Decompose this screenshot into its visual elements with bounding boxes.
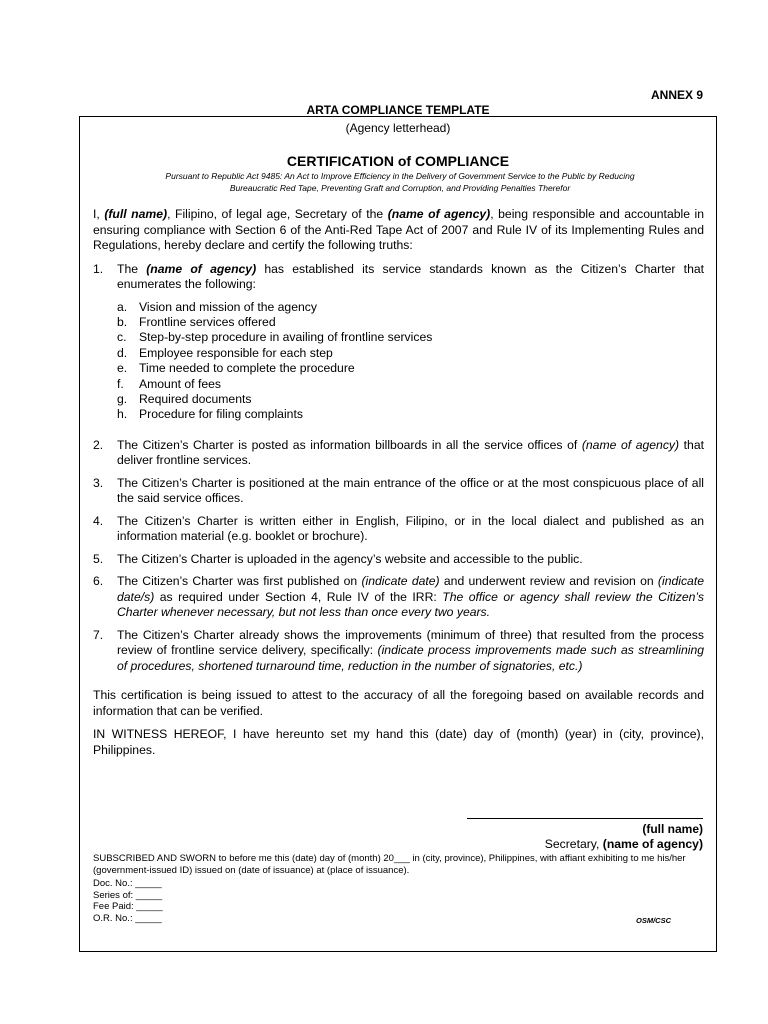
charter-contents-list	[117, 300, 704, 423]
or-no: O.R. No.: _____	[93, 913, 162, 925]
series-of: Series of: _____	[93, 889, 163, 901]
jurat-text: SUBSCRIBED AND SWORN to before me this (date) day of (month) 20___ in (city, province), Philippines, with affiant exhibiting to me his/her (government-issued ID) issued on (date of issuance) at (place of issuance).	[93, 853, 686, 876]
signatory-role: Secretary, (name of agency)	[544, 837, 703, 851]
list-item: g. Required documents	[117, 391, 252, 406]
witness-paragraph: IN WITNESS HEREOF, I have hereunto set my hand this (date) day of (month) (year) in (city, province), Philippines.	[93, 727, 704, 757]
pursuant-line-2: Bureaucratic Red Tape, Preventing Graft and Corruption, and Providing Penalties Therefor	[229, 183, 571, 193]
signature-line	[467, 818, 703, 819]
fee-paid: Fee Paid: _____	[93, 901, 163, 913]
list-item: h. Procedure for filing complaints	[117, 407, 303, 422]
item-2: 2. The Citizen’s Charter is posted as information billboards in all the service offices of (name of agency) that deliver frontline services.	[93, 437, 704, 468]
notarial-details	[93, 878, 163, 925]
intro-paragraph: I, (full name), Filipino, of legal age, Secretary of the (name of agency), being responsible and accountable in ensuring compliance with Section 6 of the Anti-Red Tape Act of 2007 and Rule IV of its Implementing Rules and Regulations, hereby declare and certify the following truths:	[93, 207, 705, 252]
pursuant-line-1: Pursuant to Republic Act 9485: An Act to Improve Efficiency in the Delivery of Government Service to the Public by Reducing	[165, 171, 635, 181]
agency-letterhead: (Agency letterhead)	[345, 121, 451, 135]
annex-label: ANNEX 9	[650, 88, 703, 102]
item-5: 5. The Citizen’s Charter is uploaded in the agency’s website and accessible to the public.	[93, 551, 583, 566]
list-item: f. Amount of fees	[117, 376, 221, 391]
certificate-body	[93, 207, 704, 758]
doc-no: Doc. No.: _____	[93, 878, 162, 889]
list-item: a. Vision and mission of the agency	[117, 299, 317, 314]
item-7: 7. The Citizen’s Charter already shows the improvements (minimum of three) that resulted from the process review of frontline service delivery, specifically: (indicate process improvements made such as streamlining of procedures, shortened turnaround time, reduction in the number of signatories, etc.)	[93, 627, 704, 673]
list-item: e. Time needed to complete the procedure	[117, 361, 355, 376]
certificate-frame	[79, 116, 717, 952]
item-6: 6. The Citizen’s Charter was first published on (indicate date) and underwent review and revision on (indicate date/s) as required under Section 4, Rule IV of the IRR: The office or agency shall review the Citizen’s Charter whenever necessary, but not less than once every two years.	[93, 574, 704, 620]
template-title: ARTA COMPLIANCE TEMPLATE	[306, 103, 490, 117]
item-1: 1. The (name of agency) has established its service standards known as the Citizen’s Charter that enumerates the following: a. Vision and mission of the agency b. Frontline services offered c. Step-by-step procedure in availing of frontline services d. Employee responsible for each step e. Time needed to complete the procedure f. Amount of fees g. Required documents h. Procedure for filing complaints	[93, 261, 705, 422]
signatory-name: (full name)	[642, 822, 703, 836]
item-3: 3. The Citizen’s Charter is positioned at the main entrance of the office or at the most conspicuous place of all the said service offices.	[93, 475, 704, 506]
list-item: d. Employee responsible for each step	[117, 345, 333, 360]
pursuant-note	[110, 170, 690, 194]
osm-csc-mark: OSM/CSC	[636, 916, 672, 925]
attestation-paragraph: This certification is being issued to attest to the accuracy of all the foregoing based on available records and information that can be verified.	[93, 688, 704, 718]
certificate-title: CERTIFICATION of COMPLIANCE	[286, 153, 510, 169]
list-item: b. Frontline services offered	[117, 314, 276, 329]
list-item: c. Step-by-step procedure in availing of frontline services	[117, 330, 433, 345]
item-4: 4. The Citizen’s Charter is written either in English, Filipino, or in the local dialect and published as an information material (e.g. booklet or brochure).	[93, 513, 704, 544]
